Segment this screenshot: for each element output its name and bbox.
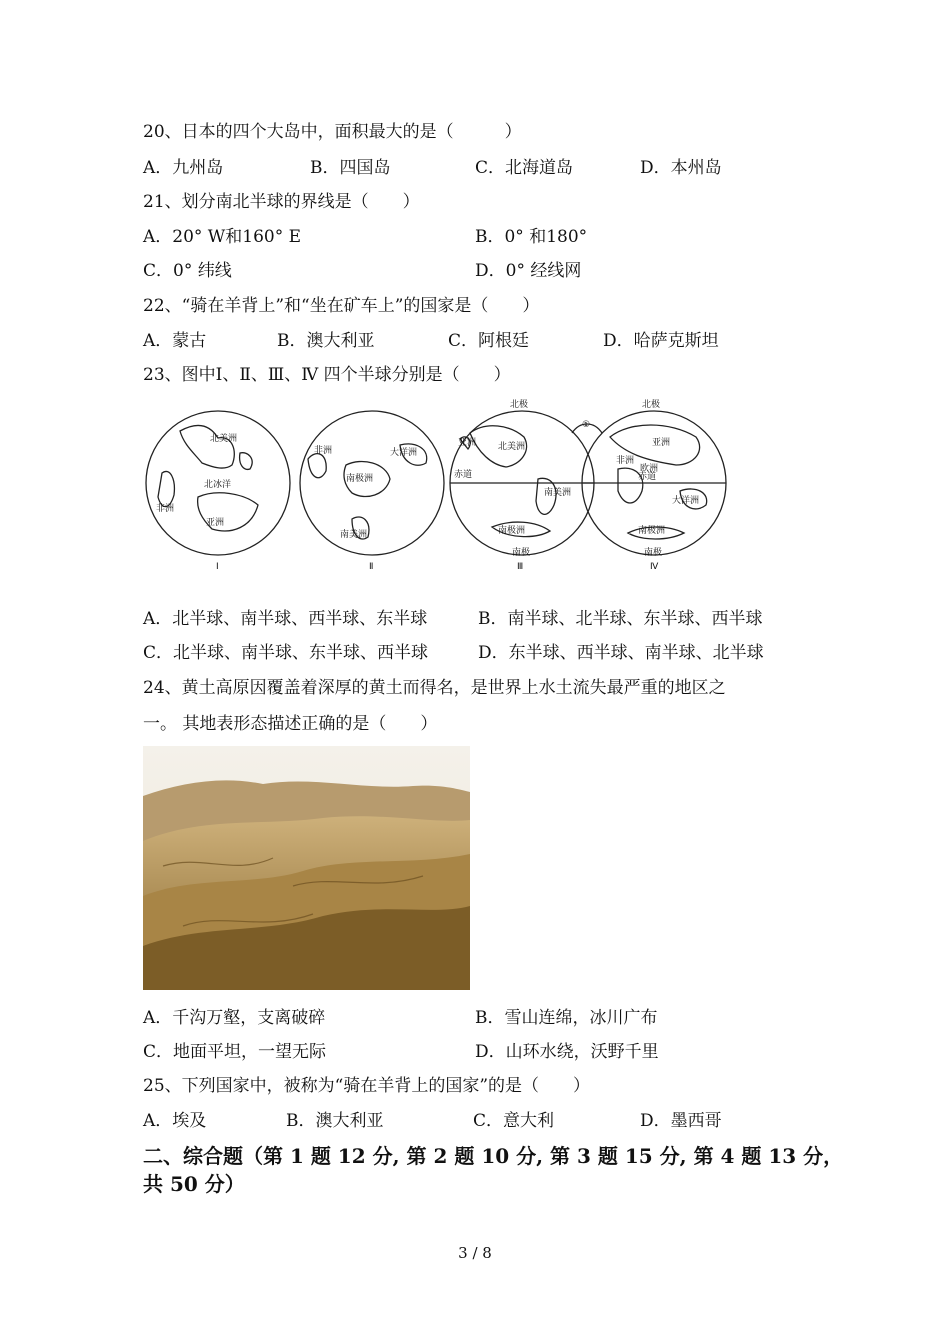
q23-option-d: D．东半球、西半球、南半球、北半球 xyxy=(478,643,764,663)
g1-label-africa: 非洲 xyxy=(156,504,175,514)
q22-option-d: D．哈萨克斯坦 xyxy=(603,331,719,351)
g2-label-oceania: 大洋洲 xyxy=(390,448,418,458)
g3-label-asia: 亚洲 xyxy=(458,438,477,448)
section-2-heading-line1: 二、综合题（第 1 题 12 分, 第 2 题 10 分, 第 3 题 15 分, 第 4 题 13 分， xyxy=(143,1144,844,1168)
question-20-stem: 20、日本的四个大岛中，面积最大的是（ ） xyxy=(143,122,522,142)
q21-option-c: C．0° 纬线 xyxy=(143,261,232,281)
section-2-heading-line2: 共 50 分） xyxy=(143,1172,245,1196)
g3-label-south-america: 南美洲 xyxy=(544,488,572,498)
page-number: 3 / 8 xyxy=(458,1244,492,1262)
g4-label-asia: 亚洲 xyxy=(652,438,671,448)
g4-roman: Ⅳ xyxy=(650,562,659,572)
q20-option-a: A．九州岛 xyxy=(143,158,224,178)
g2-label-africa: 非洲 xyxy=(314,446,333,456)
g3-label-equator: 赤道 xyxy=(454,470,473,480)
g3-label-antarctica: 南极洲 xyxy=(498,526,526,536)
hemispheres-figure xyxy=(140,393,730,575)
g1-label-north-america: 北美洲 xyxy=(210,434,238,444)
q24-option-c: C．地面平坦，一望无际 xyxy=(143,1042,327,1062)
g2-roman: Ⅱ xyxy=(369,562,374,572)
q20-option-d: D．本州岛 xyxy=(640,158,722,178)
q25-option-b: B．澳大利亚 xyxy=(286,1111,384,1131)
q22-option-a: A．蒙古 xyxy=(143,331,207,351)
g1-roman: Ⅰ xyxy=(216,562,219,572)
q20-option-c: C．北海道岛 xyxy=(475,158,574,178)
question-22-stem: 22、“骑在羊背上”和“坐在矿车上”的国家是（ ） xyxy=(143,296,540,316)
q23-option-b: B．南半球、北半球、东半球、西半球 xyxy=(478,609,763,629)
question-24-stem-line1: 24、黄土高原因覆盖着深厚的黄土而得名，是世界上水土流失最严重的地区之 xyxy=(143,678,726,698)
q23-option-c: C．北半球、南半球、东半球、西半球 xyxy=(143,643,429,663)
q21-option-a: A．20° W和160° E xyxy=(143,227,302,247)
globe-2-land xyxy=(308,444,427,539)
q24-option-a: A．千沟万壑，支离破碎 xyxy=(143,1008,326,1028)
q25-option-d: D．墨西哥 xyxy=(640,1111,722,1131)
g4-label-north-pole: 北极 xyxy=(642,400,661,410)
g1-label-arctic-ocean: 北冰洋 xyxy=(204,480,232,490)
q25-option-c: C．意大利 xyxy=(473,1111,555,1131)
q22-option-b: B．澳大利亚 xyxy=(277,331,375,351)
question-25-stem: 25、下列国家中，被称为“骑在羊背上的国家”的是（ ） xyxy=(143,1076,591,1096)
q24-option-b: B．雪山连绵，冰川广布 xyxy=(475,1008,658,1028)
g4-label-africa: 非洲 xyxy=(616,456,635,466)
q21-option-d: D．0° 经线网 xyxy=(475,261,582,281)
q24-option-d: D．山环水绕，沃野千里 xyxy=(475,1042,659,1062)
q21-option-b: B．0° 和180° xyxy=(475,227,588,247)
question-24-stem-line2: 一。 其地表形态描述正确的是（ ） xyxy=(143,714,438,734)
q25-option-a: A．埃及 xyxy=(143,1111,207,1131)
g3-label-south-pole: 南极 xyxy=(512,548,531,558)
q23-option-a: A．北半球、南半球、西半球、东半球 xyxy=(143,609,428,629)
g4-label-south-pole: 南极 xyxy=(644,548,663,558)
g4-label-equator: 赤道 xyxy=(638,472,657,482)
q20-option-b: B．四国岛 xyxy=(310,158,391,178)
question-23-stem: 23、图中Ⅰ、Ⅱ、Ⅲ、Ⅳ 四个半球分别是（ ） xyxy=(143,365,511,385)
g3-label-north-america: 北美洲 xyxy=(498,442,526,452)
g4-label-antarctica: 南极洲 xyxy=(638,526,666,536)
g2-label-antarctica: 南极洲 xyxy=(346,474,374,484)
g3-roman: Ⅲ xyxy=(517,562,524,572)
g2-label-south-america: 南美洲 xyxy=(340,530,368,540)
g1-label-asia: 亚洲 xyxy=(206,518,225,528)
g3-label-north-pole: 北极 xyxy=(510,400,529,410)
marker-label: ① xyxy=(582,420,591,430)
question-21-stem: 21、划分南北半球的界线是（ ） xyxy=(143,192,420,212)
globe-1-land xyxy=(158,425,258,531)
g4-label-oceania: 大洋洲 xyxy=(672,496,700,506)
loess-plateau-photo xyxy=(143,746,470,990)
g4-label-europe: 欧洲 xyxy=(640,464,659,474)
q22-option-c: C．阿根廷 xyxy=(448,331,530,351)
